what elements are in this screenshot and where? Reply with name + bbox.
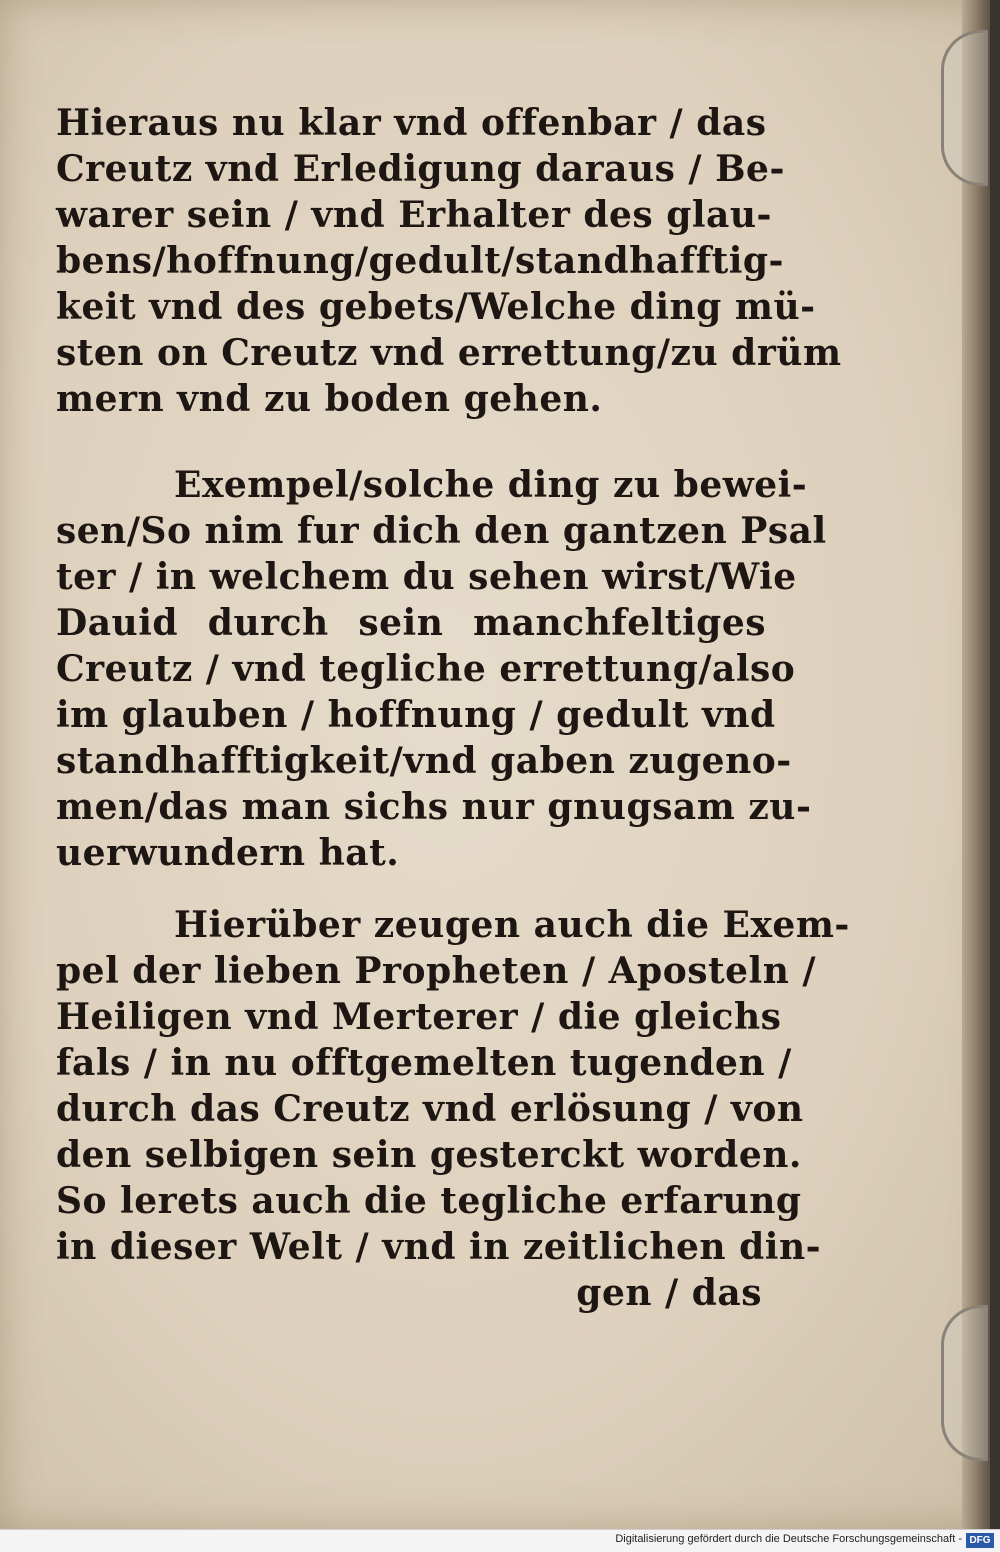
text-line: Dauid durch sein manchfeltiges	[56, 602, 766, 644]
paragraph-2	[56, 462, 827, 876]
funding-credit: Digitalisierung gefördert durch die Deutsche Forschungsgemeinschaft -	[615, 1533, 962, 1545]
text-line: bens/hoffnung/gedult/standhafftig‑	[56, 240, 784, 282]
text-line: Creutz / vnd tegliche errettung/also	[56, 648, 796, 690]
text-line: Creutz vnd Erledigung daraus / Be‑	[56, 148, 785, 190]
paragraph-3	[56, 902, 850, 1316]
text-line: Hierüber zeugen auch die Exem‑	[174, 904, 850, 946]
book-edge	[962, 0, 990, 1530]
text-line: Exempel/solche ding zu bewei‑	[174, 464, 808, 506]
text-line: uerwundern hat.	[56, 832, 400, 874]
catchword: gen / das	[576, 1272, 762, 1314]
text-line: warer sein / vnd Erhalter des glau‑	[56, 194, 773, 236]
text-line: men/das man sichs nur gnugsam zu‑	[56, 786, 812, 828]
text-line: im glauben / hoffnung / gedult vnd	[56, 694, 776, 736]
text-line: mern vnd zu boden gehen.	[56, 378, 603, 420]
text-line: den selbigen sein gesterckt worden.	[56, 1134, 802, 1176]
text-line: standhafftigkeit/vnd gaben zugeno‑	[56, 740, 792, 782]
page-clip-top	[941, 30, 988, 186]
text-line: pel der lieben Propheten / Aposteln /	[56, 950, 817, 992]
text-line: sen/So nim fur dich den gantzen Psal	[56, 510, 827, 552]
text-line: ter / in welchem du sehen wirst/Wie	[56, 556, 797, 598]
text-line: sten on Creutz vnd errettung/zu drüm	[56, 332, 842, 374]
paragraph-gap	[56, 876, 766, 902]
text-line: in dieser Welt / vnd in zeitlichen din‑	[56, 1226, 822, 1268]
text-line: durch das Creutz vnd erlösung / von	[56, 1088, 804, 1130]
paragraph-1	[56, 100, 842, 422]
page-text	[56, 100, 850, 1316]
text-line: fals / in nu offtgemelten tugenden /	[56, 1042, 792, 1084]
dfg-logo-icon[interactable]: DFG	[966, 1533, 994, 1548]
text-line: keit vnd des gebets/Welche ding mü‑	[56, 286, 816, 328]
footer-bar	[0, 1529, 1000, 1552]
text-line: So lerets auch die tegliche erfarung	[56, 1180, 802, 1222]
text-line: Heiligen vnd Merterer / die gleichs	[56, 996, 782, 1038]
page-clip-bottom	[941, 1305, 988, 1461]
text-line: Hieraus nu klar vnd offenbar / das	[56, 102, 767, 144]
paragraph-gap	[56, 422, 766, 462]
